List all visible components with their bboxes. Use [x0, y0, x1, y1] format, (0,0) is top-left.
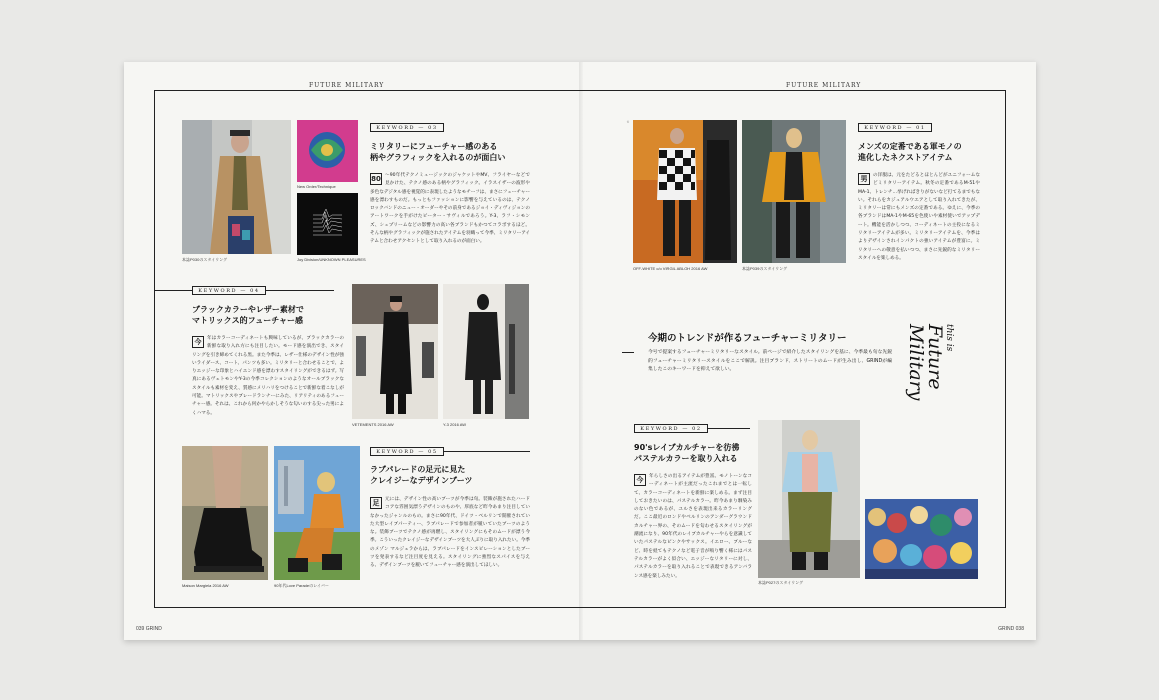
feature-title: 今期のトレンドが作るフューチャーミリタリー [648, 333, 847, 344]
keyword-02-label: KEYWORD — 02 [634, 424, 708, 433]
keyword-05-body: 足 元には、デザイン性の高いブーツが今季は旬。装飾が施されたハードコアな雰囲気漂うデザインのものや、厚底など昨今あまり注目していなかったジャンルのもの。まさに90年代、ドイツ・ベルリンで開催されていた大型レイブパーティー、ラブパレードで参加者が履いていたブーツのような。装飾ブーツでテクノ感が再燃し、スタイリングにもそのムードが漂う今季。こういったクレイジーなデザインブーツを大人ぶりに取り入れたい。今季のメゾン マルジェラからは、ラブパレードをインスピレーションとしたブーツを発表するなど注目度を見える。スタイリングに強烈なスパイスを与える、デザインブーツを履いてフューチャー感を演出してほしい。 [370, 497, 530, 569]
folio-left: 039 GRIND [136, 626, 162, 632]
dropcap-04: 今 [192, 336, 204, 348]
photo-trench-coat-styling [182, 120, 291, 254]
photo-rave-crowd [865, 499, 978, 579]
keyword-04-rule-right [266, 290, 334, 291]
caption-vetements: VETEMENTS 2016 AW [352, 422, 394, 427]
script-military: Military [905, 324, 927, 401]
script-this-is: this is [944, 324, 954, 352]
keyword-04-label: KEYWORD — 04 [192, 286, 266, 295]
keyword-02-rule [708, 428, 750, 429]
photo-y3-runway [443, 284, 529, 419]
script-title-block [906, 324, 954, 400]
keyword-01-body: 男 の洋服は、元をたどるとほとんどがユニフォームなどミリタリーアイテム。秋冬の定番であるM-51やMA-1、トレンチ…挙げればきりがないなど打てるまでもない。それらをカジュアルウエアとして取り入れてきたが、ミリタリーは常にもメンズの定番である。ゆえに、今季の各ブランドはMA-1やM-65を色使いや素材使いでアップデート。機能を活かしつつ、コーディネートの主役になるミリタリーアイテムが多い。ミリタリーアイテムを、今季はよりデザインされインパクトの強いアイテムが豊富に。ミリタリーへの敬意を払いつつ、まさに先鋭的なミリタリースタイルを楽しめる。 [858, 173, 980, 261]
magazine-spread [124, 62, 1036, 640]
script-future: Future [924, 324, 946, 390]
folio-right: GRIND 038 [998, 626, 1024, 632]
photo-love-parade-raver [274, 446, 360, 580]
caption-technique: New Order/Technique [297, 184, 336, 189]
dropcap-01: 男 [858, 173, 870, 185]
keyword-03-label: KEYWORD — 03 [370, 123, 444, 132]
keyword-05-rule [444, 451, 530, 452]
dropcap-02: 今 [634, 474, 646, 486]
keyword-05-headline: ラブパレードの足元に見た クレイジーなデザインブーツ [370, 465, 473, 485]
photo-credit-vertical: © [626, 120, 630, 124]
album-cover-unknown-pleasures [297, 193, 358, 255]
photo-off-white-runway [633, 120, 737, 263]
feature-rule [622, 352, 634, 353]
caption-kw01-styling: 本誌P039のスタイリング [742, 266, 788, 271]
running-head-left: FUTURE MILITARY [309, 82, 385, 89]
running-head-right: FUTURE MILITARY [786, 82, 862, 89]
keyword-02-body: 今 年らしさの出るアイテムが豊富。モノトーンなコーディネートが主流だったこれまでとは一転して、カラーコーディネートを新鮮に楽しめる。まず注目しておきたいのは、パステルカラー。昨今あまり馴染みのない色であるが、ユルさを表現出来るカラーリングだ。ここ最近のロンドやベルリンのアンダーグラウンドカルチャー界の、そのムードを匂わせるスタイリングが潮流になり、90年代のレイブカルチャーやらを意識していたパステルなピンクやサックス。イエロー、ブルーなど、時を経てもテクノなど電子音が鳴り響く様にはパステルカラーがよく似合い、エッジーなリタリーに対し、パステルカラーを取り入れることで表現できるアンバランス感を楽しみたい。 [634, 474, 752, 579]
keyword-02-headline: 90'sレイブカルチャーを彷彿 パステルカラーを取り入れる [634, 443, 740, 463]
keyword-03-body: 80 〜90年代テクノミュージックのジャケットやMV、フライヤーなどで見かけた、テクノ感のある柄やグラフィック。イラスイザーの波形や多色なデジタル感を視覚的に表現したようなモチーフは、まさにフューチャー感を漂わすものだ。もっともファッションに影響を与えているのは、テクノロックバンドのニュー・オーダーやその前身であるジョイ・ディヴィジョンのアートワークを手がけたピーター・サヴィルであろう。Y-3、ラフ・シモンズ、シュプリームなどの影響力の高い各ブランドもかつてコラボするほど。そんな柄やグラフィックが施されたアイテムを羽織って今季、ミリタリーアイテムと合わせアクセントとして取り入れるのが面白い。 [370, 173, 530, 245]
photo-vetements-runway [352, 284, 438, 419]
caption-love-parade: 90年代Love Paradeのレイバー [274, 583, 329, 588]
keyword-04-headline: ブラックカラーやレザー素材で マトリックス的フューチャー感 [192, 305, 304, 325]
caption-y3: Y-3 2016 AW [443, 422, 467, 427]
feature-text: 今号で提案するフューチャーミリタリーなスタイル。前ページで紹介したスタイリングを基に、今季最も旬な先鋭的フューチャーミリタリースタイルをここで解説。注目ブランド、ストリートのムードが生み出し、GRINDが編集したこのキーワードを抑えて欲しい。 [648, 350, 892, 373]
album-cover-technique [297, 120, 358, 182]
keyword-01-label: KEYWORD — 01 [858, 123, 932, 132]
keyword-04-rule [154, 290, 192, 291]
keyword-04-body: 今 年はカラーコーディネートも興味しているが、ブラックカラーの新鮮な取り入れ方にも注目したい。モード感を演出でき、スタイリングを引き締めてくれる黒。また今季は、レザー仕様のデザイン性が強いライダース、コート、パンツも多い。ミリタリーと合わせることで、よりエッジーな印象とハイエンド感を漂わすスタイリングができるはず。写真にあるヴェトモンやY-3の今季コレクションのようなオールブラックなスタイルも素材を変え、質感にメリハリをつけることで新鮮な着こなしが可能。マトリックスやブレードランナーにみた、リアリティのあるフューチャー感。それは、これから何かやらかしそうな匂いのする尖った男によくハマる。 [192, 336, 344, 416]
dropcap-03: 80 [371, 175, 381, 183]
caption-kw02-styling: 本誌P027のスタイリング [758, 580, 804, 585]
caption-margiela: Maison Margiela 2016 AW [182, 583, 229, 588]
keyword-03-headline: ミリタリーにフューチャー感のある 柄やグラフィックを入れるのが面白い [370, 142, 506, 162]
keyword-01-headline: メンズの定番である軍モノの 進化したネクストアイテム [858, 142, 962, 162]
caption-unknown-pleasures: Joy Division/UNKNOWN PLEASURES [297, 257, 366, 262]
photo-orange-bomber-styling [742, 120, 846, 263]
photo-margiela-boots [182, 446, 268, 580]
caption-kw03-styling: 本誌P030のスタイリング [182, 257, 228, 262]
dropcap-05: 足 [370, 497, 382, 509]
photo-pastel-rave-styling [758, 420, 860, 578]
caption-off-white: OFF-WHITE c/o VIRGIL ABLOH 2016 AW [633, 266, 708, 271]
keyword-05-label: KEYWORD — 05 [370, 447, 444, 456]
